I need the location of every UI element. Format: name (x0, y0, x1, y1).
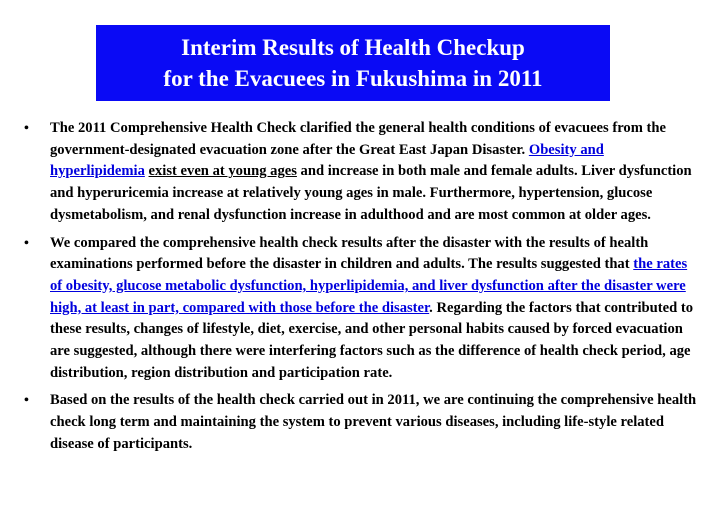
title-line-1: Interim Results of Health Checkup (181, 35, 525, 60)
item-2-text: We compared the comprehensive health check results after the disaster with the results of health examinations performed before the disaster in children and adults. The results suggested that (50, 234, 649, 273)
title-line-2: for the Evacuees in Fukushima in 2011 (163, 66, 543, 91)
bullet-icon: • (24, 393, 29, 409)
young-ages-underline: exist even at young ages (148, 163, 297, 180)
list-item (24, 118, 700, 227)
post-disaster-rates-link[interactable]: the rates of obesity, glucose metabolic dysfunction, hyperlipidemia, and liver dysfunction after the disaster were high, at least in part, compared with those before the disaster (50, 256, 688, 316)
bullet-list (24, 118, 700, 462)
item-2-text-end: . Regarding the factors that contributed to these results, changes of lifestyle, diet, exercise, and other personal habits caused by forced evacuation are suggested, although there were interfering factors such as the difference of health check period, age distribution, region distribution and participation rate. (50, 299, 694, 381)
list-item (24, 390, 700, 455)
item-1-text-end: and increase in both male and female adults. Liver dysfunction and hyperuricemia increase at relatively young ages in male. Furthermore, hypertension, glucose dysmetabolism, and renal dysfunction increase in adulthood and are most common at older ages. (50, 163, 692, 223)
list-item (24, 233, 700, 385)
item-1-text: The 2011 Comprehensive Health Check clarified the general health conditions of evacuees from the government-designated evacuation zone after the Great East Japan Disaster. (50, 120, 666, 158)
item-3-text: Based on the results of the health check carried out in 2011, we are continuing the comprehensive health check long term and maintaining the system to prevent various diseases, including life-style related disease of participants. (50, 392, 697, 452)
bullet-icon: • (24, 235, 29, 251)
obesity-hyperlipidemia-link[interactable]: Obesity and hyperlipidemia (50, 141, 604, 180)
title-banner (96, 25, 610, 101)
bullet-icon: • (24, 121, 29, 136)
